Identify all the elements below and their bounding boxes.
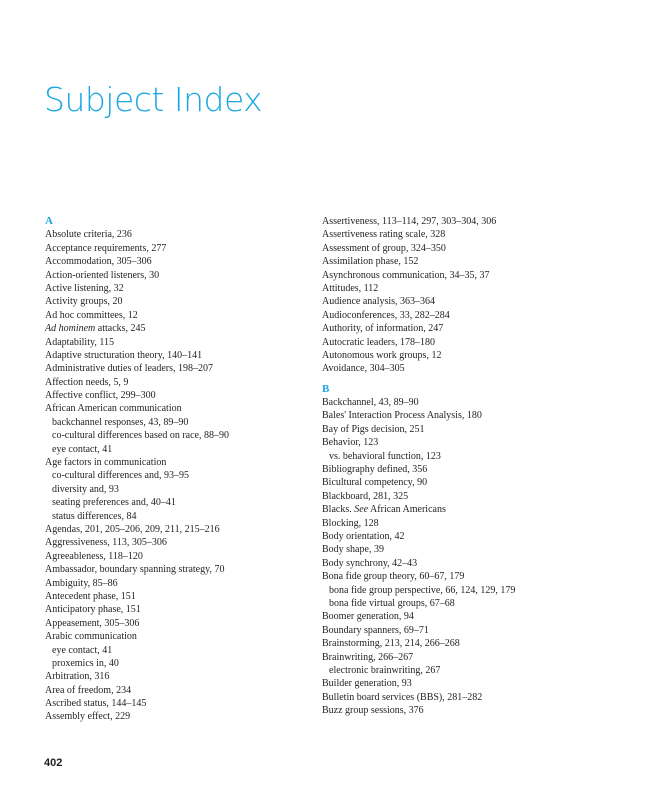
index-entry <box>45 228 313 241</box>
index-entry <box>45 563 313 576</box>
index-subentry <box>45 443 313 456</box>
index-entry-text: Blocking, 128 <box>322 517 379 529</box>
index-subentry <box>45 496 313 509</box>
index-entry <box>322 476 590 489</box>
index-subentry <box>322 584 590 597</box>
index-entry-text: backchannel responses, 43, 89–90 <box>52 416 189 428</box>
index-entry-text: vs. behavioral function, 123 <box>329 450 441 462</box>
page-number: 402 <box>44 757 63 769</box>
index-entry-text: Backchannel, 43, 89–90 <box>322 397 419 409</box>
index-entry <box>322 436 590 449</box>
index-entry <box>45 349 313 362</box>
index-entry <box>322 282 590 295</box>
index-entry <box>45 242 313 255</box>
index-entry <box>322 704 590 717</box>
index-entry-text: Absolute criteria, 236 <box>45 229 132 241</box>
index-entry <box>45 577 313 590</box>
index-entry <box>322 557 590 570</box>
index-entry-text: Action-oriented listeners, 30 <box>45 269 160 281</box>
index-subentry <box>45 469 313 482</box>
index-entry <box>45 550 313 563</box>
index-subentry <box>45 657 313 670</box>
index-entry <box>322 396 590 409</box>
index-entry-text: Aggressiveness, 113, 305–306 <box>45 537 167 549</box>
index-entry-text: Agendas, 201, 205–206, 209, 211, 215–216 <box>45 523 220 535</box>
index-entry-text: Adaptability, 115 <box>45 336 114 348</box>
index-entry-text: Affection needs, 5, 9 <box>45 376 129 388</box>
index-entry <box>322 295 590 308</box>
index-entry-text: Bay of Pigs decision, 251 <box>322 423 425 435</box>
index-entry-text: eye contact, 41 <box>52 443 113 455</box>
index-subentry <box>322 597 590 610</box>
index-entry-text: Area of freedom, 234 <box>45 684 132 696</box>
index-entry <box>45 402 313 415</box>
index-entry-text: Bona fide group theory, 60–67, 179 <box>322 571 465 583</box>
index-entry-text: Brainstorming, 213, 214, 266–268 <box>322 638 460 650</box>
index-entry-text: Autonomous work groups, 12 <box>322 349 442 361</box>
index-entry-text: Ad hoc committees, 12 <box>45 309 138 321</box>
index-entry-text: Administrative duties of leaders, 198–207 <box>45 363 214 375</box>
index-entry <box>322 423 590 436</box>
index-entry <box>322 309 590 322</box>
index-entry <box>322 691 590 704</box>
index-entry <box>45 617 313 630</box>
index-entry-text: Active listening, 32 <box>45 282 124 294</box>
index-entry <box>45 269 313 282</box>
index-entry-text: Body shape, 39 <box>322 544 384 556</box>
index-entry-text: Assimilation phase, 152 <box>322 256 419 268</box>
index-entry-text: Activity groups, 20 <box>45 296 123 308</box>
index-entry-text: eye contact, 41 <box>52 644 113 656</box>
index-entry-text: Ambiguity, 85–86 <box>45 577 118 589</box>
index-entry-italic: Ad hominem <box>45 323 96 335</box>
index-entry-text: Boomer generation, 94 <box>322 611 414 623</box>
index-entry-text: Authority, of information, 247 <box>322 323 444 335</box>
index-entry-text: Adaptive structuration theory, 140–141 <box>45 349 203 361</box>
index-entries-right-a <box>322 215 590 376</box>
index-entry <box>322 349 590 362</box>
index-entry <box>45 710 313 723</box>
index-entry-text: status differences, 84 <box>52 510 137 522</box>
index-entry-text: Behavior, 123 <box>322 437 379 449</box>
index-entry <box>322 651 590 664</box>
index-entry <box>45 282 313 295</box>
index-entry-text: co-cultural differences and, 93–95 <box>52 470 189 482</box>
index-entry-text: Buzz group sessions, 376 <box>322 705 424 717</box>
index-entry <box>45 295 313 308</box>
index-column-right <box>322 215 590 717</box>
index-subentry <box>322 450 590 463</box>
index-subentry <box>45 416 313 429</box>
index-entry <box>322 409 590 422</box>
letter-heading-a: A <box>45 215 53 227</box>
index-entry-text: proxemics in, 40 <box>52 657 119 669</box>
index-entry-text: Audioconferences, 33, 282–284 <box>322 309 450 321</box>
index-entry <box>45 670 313 683</box>
index-entry-text: seating preferences and, 40–41 <box>52 497 176 509</box>
index-entry-text: Ambassador, boundary spanning strategy, 70 <box>45 564 225 576</box>
index-entry-text: Ascribed status, 144–145 <box>45 698 147 710</box>
index-entry <box>45 456 313 469</box>
index-entry-text: Assessment of group, 324–350 <box>322 242 446 254</box>
index-entry <box>45 255 313 268</box>
index-entry-text: Bales' Interaction Process Analysis, 180 <box>322 410 482 422</box>
index-entry-text: Body synchrony, 42–43 <box>322 557 418 569</box>
index-entry-text: Autocratic leaders, 178–180 <box>322 336 436 348</box>
index-subentry <box>45 429 313 442</box>
index-entry <box>322 530 590 543</box>
index-entry-text: Accommodation, 305–306 <box>45 256 152 268</box>
index-entry <box>322 362 590 375</box>
index-entry <box>322 610 590 623</box>
index-entry-text: bona fide virtual groups, 67–68 <box>329 597 455 609</box>
index-entry-text: Assertiveness, 113–114, 297, 303–304, 306 <box>322 216 497 227</box>
index-entry-text: Antecedent phase, 151 <box>45 590 136 602</box>
index-entry-text: diversity and, 93 <box>52 483 119 495</box>
index-entry <box>45 309 313 322</box>
index-entry-text: Asynchronous communication, 34–35, 37 <box>322 269 490 281</box>
index-entry <box>45 603 313 616</box>
index-entry <box>322 503 590 516</box>
letter-heading-b: B <box>322 382 330 395</box>
index-entry <box>322 242 590 255</box>
index-entry-text: Audience analysis, 363–364 <box>322 296 436 308</box>
index-entry-text: Attitudes, 112 <box>322 282 379 294</box>
index-entry <box>322 336 590 349</box>
index-entry-text: Avoidance, 304–305 <box>322 363 405 375</box>
index-subentry <box>45 644 313 657</box>
index-entry-text: Blackboard, 281, 325 <box>322 490 409 502</box>
index-entry-text: Affective conflict, 299–300 <box>45 390 156 402</box>
index-entry-text: Appeasement, 305–306 <box>45 617 140 629</box>
index-entries-right-b <box>322 396 590 717</box>
index-entry <box>45 523 313 536</box>
index-entry-text: Bulletin board services (BBS), 281–282 <box>322 691 483 703</box>
index-entry-text: Bicultural competency, 90 <box>322 477 428 489</box>
index-entry-text: Agreeableness, 118–120 <box>45 550 143 562</box>
index-entry <box>322 490 590 503</box>
index-entry <box>45 389 313 402</box>
index-entry <box>45 590 313 603</box>
index-column-left <box>45 215 313 724</box>
index-entry-text: Anticipatory phase, 151 <box>45 604 141 616</box>
index-entry <box>322 637 590 650</box>
index-entry <box>322 215 590 228</box>
index-entry-italic: See <box>354 504 369 516</box>
index-subentry <box>45 510 313 523</box>
index-entry-text: Body orientation, 42 <box>322 530 405 542</box>
index-entry <box>45 697 313 710</box>
index-entry <box>322 543 590 556</box>
index-entry-text: bona fide group perspective, 66, 124, 129, 179 <box>329 584 516 596</box>
index-entry <box>45 322 313 335</box>
index-entry-text: Boundary spanners, 69–71 <box>322 624 429 636</box>
index-entry <box>322 463 590 476</box>
index-entry <box>322 570 590 583</box>
index-entry-text: Builder generation, 93 <box>322 678 412 690</box>
page-title: Subject Index <box>44 80 263 119</box>
index-entry-text: Assertiveness rating scale, 328 <box>322 229 446 241</box>
index-entry <box>322 322 590 335</box>
index-entry-text: Age factors in communication <box>45 457 167 469</box>
index-entry <box>322 624 590 637</box>
index-entry-text: Arabic communication <box>45 631 137 643</box>
index-entry-text: Blacks. <box>322 504 355 516</box>
index-entry <box>322 228 590 241</box>
index-entry-text: Assembly effect, 229 <box>45 711 131 723</box>
index-entry-text: Arbitration, 316 <box>45 671 110 683</box>
index-entry-text: African American communication <box>45 403 182 415</box>
index-entry <box>45 630 313 643</box>
index-entry-text: co-cultural differences based on race, 88–90 <box>52 430 229 442</box>
index-subentry <box>45 483 313 496</box>
index-entry <box>322 517 590 530</box>
index-entry <box>322 677 590 690</box>
index-entry <box>45 336 313 349</box>
index-entry-text: attacks, 245 <box>95 323 146 335</box>
index-entry-text: Bibliography defined, 356 <box>322 464 428 476</box>
index-subentry <box>322 664 590 677</box>
index-entries-left <box>45 228 313 723</box>
index-entry <box>45 362 313 375</box>
index-entry <box>322 255 590 268</box>
index-entry-text: Brainwriting, 266–267 <box>322 651 414 663</box>
index-entry <box>45 376 313 389</box>
index-entry <box>45 684 313 697</box>
index-entry-text: electronic brainwriting, 267 <box>329 664 441 676</box>
index-entry-text: Acceptance requirements, 277 <box>45 242 167 254</box>
index-entry-text: African Americans <box>368 504 446 516</box>
index-entry <box>45 536 313 549</box>
index-entry <box>322 269 590 282</box>
